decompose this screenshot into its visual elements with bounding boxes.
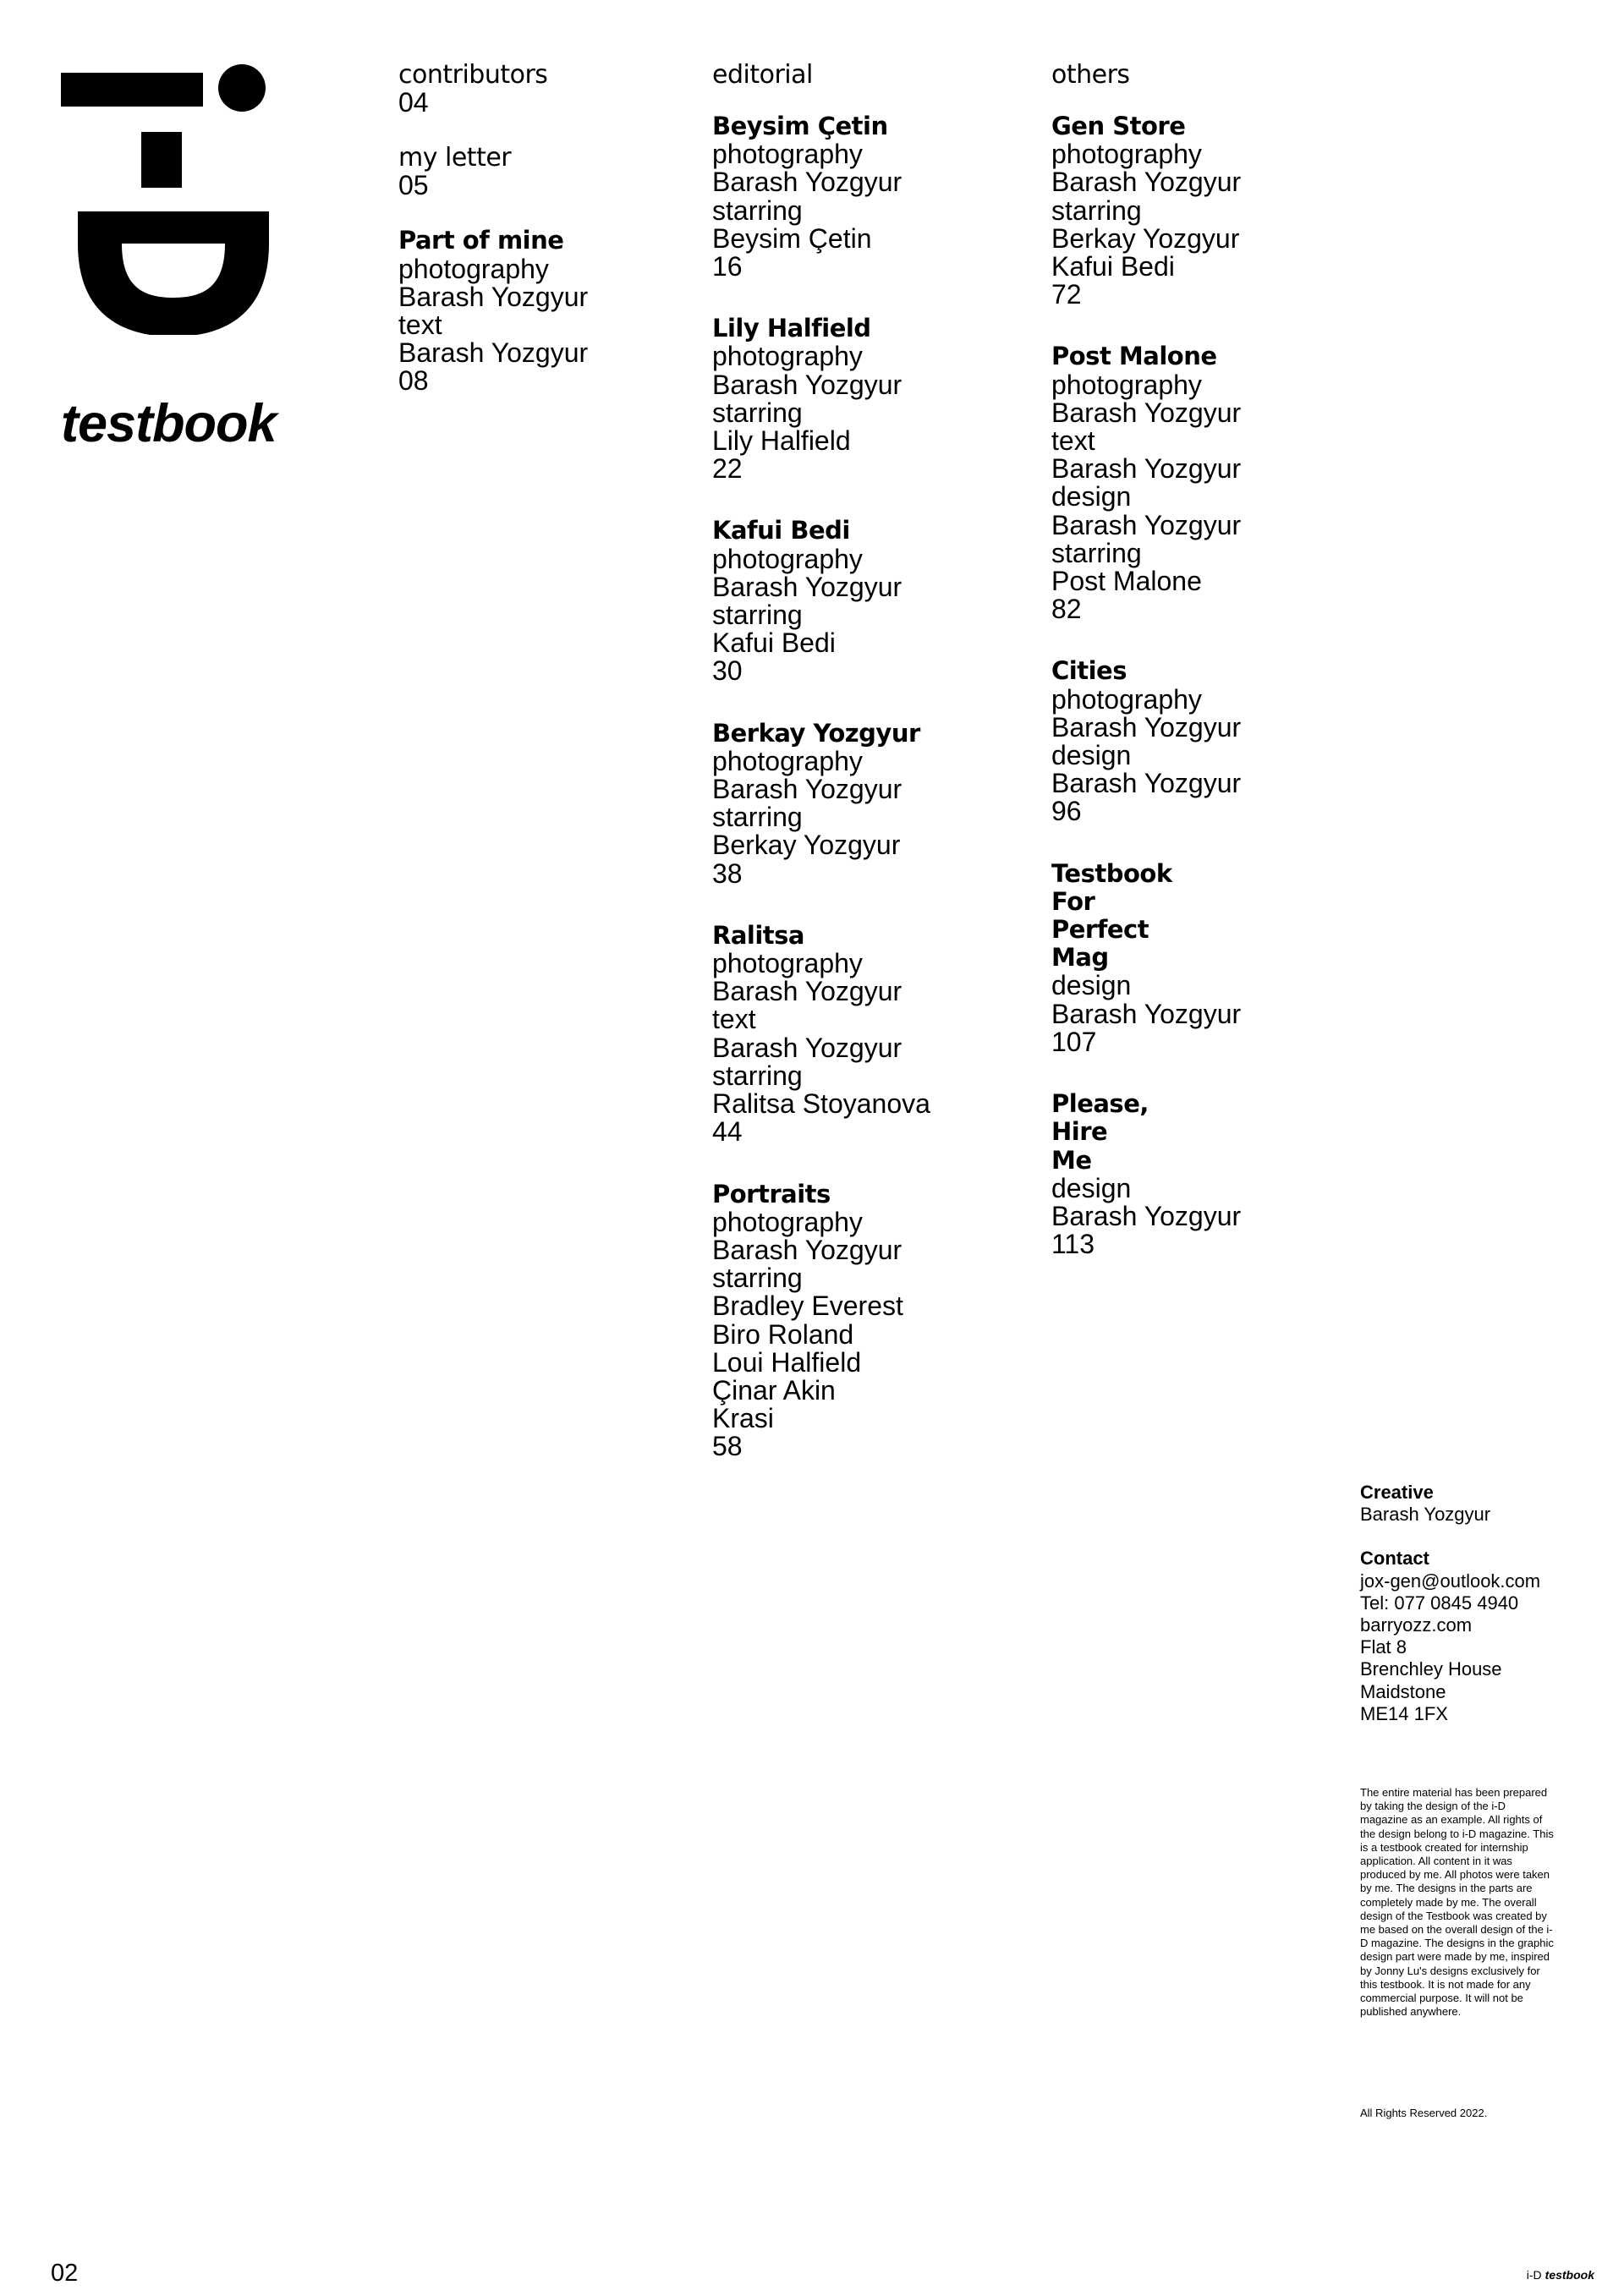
toc-entry [712,112,1025,281]
letter-heading: my letter [398,143,512,173]
toc-entry-line: Berkay Yozgyur [712,830,901,861]
toc-entry-line: Barash Yozgyur [1051,1200,1242,1231]
toc-entry-line: Barash Yozgyur [712,369,903,400]
toc-entry-line: starring [712,802,803,833]
toc-entry-line: Barash Yozgyur [1051,509,1242,540]
toc-entry-line: starring [712,195,803,226]
footer-mark-id: i-D [1526,2268,1542,2282]
toc-entry-title: Hire [1051,1117,1108,1147]
toc-entry-line: Krasi [712,1403,774,1434]
toc-entry-line: 107 [1051,1026,1097,1057]
toc-entry-title: Lily Halfield [712,314,871,343]
toc-entry-title: Perfect [1051,915,1149,945]
others-column [1051,61,1356,1292]
toc-entry-line: design [1051,1172,1132,1203]
toc-entry-line: Beysim Çetin [712,222,872,254]
disclaimer-text: The entire material has been prepared by taking the design of the i-D magazine as an example. All rights of the design belong to i-D magazine. This is a testbook created for internship application. All content in it was produced by me. All photos were taken by me. The designs in the parts are completely made by me. The overall design of the Testbook was created by me based on the overall design of the i-D magazine. The designs in the graphic design part were made by me, inspired by Jonny Lu's designs exclusively for this testbook. It is not made for any commercial purpose. It will not be published anywhere. [1360,1786,1554,2019]
toc-entry-title: Post Malone [1051,342,1217,371]
footer-mark-testbook: testbook [1544,2268,1594,2282]
contact-line: Flat 8 [1360,1636,1407,1658]
others-entries [1051,112,1356,1258]
toc-entry [712,922,1025,1147]
others-heading: others [1051,60,1130,90]
toc-entry-line: starring [712,397,803,428]
toc-entry-title: Mag [1051,943,1109,973]
toc-entry-line: Biro Roland [712,1318,854,1350]
toc-entry-line: text [398,310,442,341]
toc-entry-line: photography [712,543,863,574]
toc-entry-line: Barash Yozgyur [1051,167,1242,198]
toc-entry-title: Portraits [712,1179,831,1208]
toc-entry-line: Barash Yozgyur [1051,768,1242,799]
toc-entry-line: Barash Yozgyur [1051,397,1242,428]
toc-entry-line: Barash Yozgyur [1051,998,1242,1029]
toc-entry [712,315,1025,483]
toc-entry-line: Post Malone [1051,566,1202,597]
toc-entry-title: Me [1051,1145,1092,1175]
editorial-entries [712,112,1025,1461]
toc-entry-line: photography [1051,369,1202,400]
toc-entry-line: 38 [712,858,743,889]
contact-line: ME14 1FX [1360,1702,1448,1724]
contact-line: barryozz.com [1360,1614,1473,1636]
toc-entry-title: Testbook [1051,858,1172,888]
toc-entry [1051,657,1356,825]
contact-line: Tel: 077 0845 4940 [1360,1592,1519,1614]
toc-entry-line: text [1051,425,1095,457]
letter-block [398,144,686,200]
toc-entry-line: 113 [1051,1229,1095,1260]
toc-entry-title: Ralitsa [712,920,804,950]
toc-entry [712,517,1025,685]
toc-entry [712,720,1025,888]
toc-entry-title: Cities [1051,656,1127,686]
contact-line: Brenchley House [1360,1658,1502,1680]
toc-entry-line: Kafui Bedi [1051,251,1175,282]
toc-entry-line: 58 [712,1431,743,1462]
toc-entry-line: Kafui Bedi [712,627,836,659]
contact-line: jox-gen@outlook.com [1360,1570,1541,1592]
editorial-column [712,61,1025,1495]
toc-entry [712,1181,1025,1461]
toc-entry-line: design [1051,481,1132,512]
toc-entry-title: For [1051,886,1095,916]
contact-line: Maidstone [1360,1680,1446,1702]
toc-entry [1051,112,1356,309]
toc-entry-line: 22 [712,453,743,485]
page-number: 02 [51,2260,79,2287]
toc-entry-title: Beysim Çetin [712,112,888,140]
toc-entry-line: Barash Yozgyur [712,571,903,602]
testbook-wordmark: testbook [61,394,277,453]
toc-entry-line: starring [712,600,803,631]
toc-entry [398,227,686,395]
toc-entry-line: 44 [712,1116,743,1148]
toc-entry-line: photography [1051,683,1202,715]
toc-entry-line: 30 [712,655,743,687]
toc-entry-line: starring [712,1263,803,1294]
toc-entry-line: photography [712,948,863,979]
toc-entry-line: Lily Halfield [712,425,851,457]
toc-entry-line: Barash Yozgyur [398,281,589,312]
toc-entry-line: Loui Halfield [712,1346,862,1378]
toc-entry-line: Barash Yozgyur [1051,453,1242,485]
contributors-column [398,61,686,430]
toc-entry-line: Barash Yozgyur [712,774,903,805]
id-logo [61,64,269,335]
rights-text: All Rights Reserved 2022. [1360,2107,1488,2119]
toc-entry-line: photography [712,1206,863,1237]
toc-entry-line: design [1051,740,1132,771]
toc-entry-line: 96 [1051,796,1082,827]
toc-entry-line: design [1051,970,1132,1001]
toc-entry-line: Barash Yozgyur [712,167,903,198]
contact-lines [1360,1570,1580,1725]
toc-entry-line: Barash Yozgyur [712,976,903,1007]
contributors-page: 04 [398,87,429,118]
toc-entry-line: Çinar Akin [712,1374,836,1406]
footer-mark [1527,2268,1594,2282]
toc-entry-line: photography [1051,139,1202,170]
contributors-heading: contributors [398,60,548,90]
contact-block [1360,1548,1580,1725]
toc-entry [1051,1090,1356,1258]
toc-entry-title: Please, [1051,1089,1149,1119]
toc-entry-line: Barash Yozgyur [712,1234,903,1265]
toc-entry-line: photography [712,139,863,170]
toc-entry-line: 82 [1051,594,1082,625]
contributors-entries [398,227,686,395]
toc-entry-line: Barash Yozgyur [1051,711,1242,743]
toc-entry-line: starring [1051,195,1142,226]
toc-entry-line: photography [398,253,549,284]
toc-entry-line: Ralitsa Stoyanova [712,1088,930,1120]
toc-entry-line: text [712,1004,756,1035]
toc-entry-line: starring [712,1060,803,1091]
toc-entry-line: 72 [1051,279,1082,310]
contributors-heading-block [398,61,686,117]
creative-block [1360,1482,1580,1526]
toc-entry-title: Kafui Bedi [712,516,850,545]
toc-entry-line: 08 [398,365,429,397]
toc-entry-line: 16 [712,251,743,282]
editorial-heading: editorial [712,60,813,90]
letter-page: 05 [398,170,429,201]
creative-label: Creative [1360,1482,1434,1503]
toc-entry-line: Barash Yozgyur [398,337,589,369]
toc-entry [1051,860,1356,1056]
credits-block [1360,1482,1580,1747]
toc-entry-title: Part of mine [398,226,564,255]
toc-entry-title: Gen Store [1051,112,1186,140]
contact-label: Contact [1360,1548,1429,1570]
toc-entry-line: Berkay Yozgyur [1051,222,1240,254]
toc-entry-line: starring [1051,537,1142,568]
toc-entry-title: Berkay Yozgyur [712,718,920,748]
toc-entry-line: photography [712,341,863,372]
creative-name: Barash Yozgyur [1360,1504,1491,1526]
toc-entry [1051,342,1356,623]
toc-entry-line: photography [712,745,863,776]
toc-entry-line: Barash Yozgyur [712,1032,903,1063]
toc-entry-line: Bradley Everest [712,1290,903,1322]
